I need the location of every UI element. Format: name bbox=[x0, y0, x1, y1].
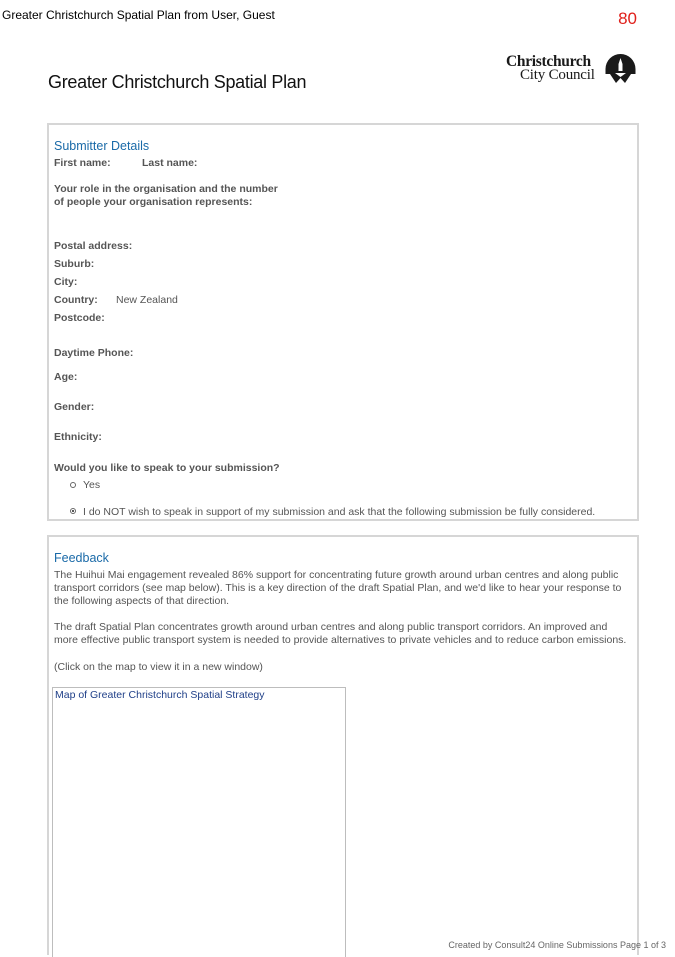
document-title: Greater Christchurch Spatial Plan bbox=[48, 72, 307, 92]
radio-do-not-speak-label: I do NOT wish to speak in support of my submission and ask that the following submission be fully considered. bbox=[83, 506, 596, 518]
first-name-label: First name: bbox=[54, 157, 111, 169]
feedback-title: Feedback bbox=[54, 551, 109, 565]
city-label: City: bbox=[54, 276, 78, 288]
feedback-paragraph-3: (Click on the map to view it in a new window) bbox=[54, 661, 263, 673]
feedback-paragraph-1: The Huihui Mai engagement revealed 86% support for concentrating future growth around urban centres and along public transport corridors (see map below). This is a key direction of the draft Spatial Plan, and we'd like to hear your response to the following aspects of that direction. bbox=[54, 569, 622, 607]
last-name-label: Last name: bbox=[142, 157, 198, 169]
radio-do-not-speak[interactable] bbox=[70, 508, 76, 514]
country-value: New Zealand bbox=[116, 294, 178, 306]
daytime-phone-label: Daytime Phone: bbox=[54, 347, 134, 359]
page-header-title: Greater Christchurch Spatial Plan from User, Guest bbox=[2, 8, 275, 22]
ethnicity-label: Ethnicity: bbox=[54, 431, 102, 443]
map-container[interactable] bbox=[52, 687, 346, 957]
role-label-line-1: Your role in the organisation and the number bbox=[54, 183, 278, 195]
council-logo bbox=[503, 53, 643, 87]
radio-yes-label: Yes bbox=[83, 479, 101, 491]
postcode-label: Postcode: bbox=[54, 312, 105, 324]
age-label: Age: bbox=[54, 371, 78, 383]
page-number: 80 bbox=[618, 9, 637, 28]
page-footer: Created by Consult24 Online Submissions Page 1 of 3 bbox=[448, 940, 666, 950]
gender-label: Gender: bbox=[54, 401, 95, 413]
submitter-details-panel bbox=[47, 123, 639, 521]
logo-line-1: Christchurch bbox=[506, 53, 591, 70]
suburb-label: Suburb: bbox=[54, 258, 95, 270]
feedback-panel bbox=[47, 535, 639, 955]
submitter-details-title: Submitter Details bbox=[54, 139, 150, 153]
role-label-line-2: of people your organisation represents: bbox=[54, 196, 253, 208]
country-label: Country: bbox=[54, 294, 98, 306]
feedback-paragraph-2: The draft Spatial Plan concentrates growth around urban centres and along public transport corridors. An improved and more effective public transport system is needed to provide alternatives to private vehicles and to reduce carbon emissions. bbox=[54, 621, 627, 646]
logo-line-2: City Council bbox=[520, 67, 595, 83]
cathedral-emblem-icon bbox=[604, 54, 637, 84]
postal-address-label: Postal address: bbox=[54, 240, 133, 252]
map-link[interactable]: Map of Greater Christchurch Spatial Strategy bbox=[55, 689, 265, 701]
radio-yes[interactable] bbox=[70, 482, 76, 488]
speak-question-label: Would you like to speak to your submission? bbox=[54, 462, 280, 474]
